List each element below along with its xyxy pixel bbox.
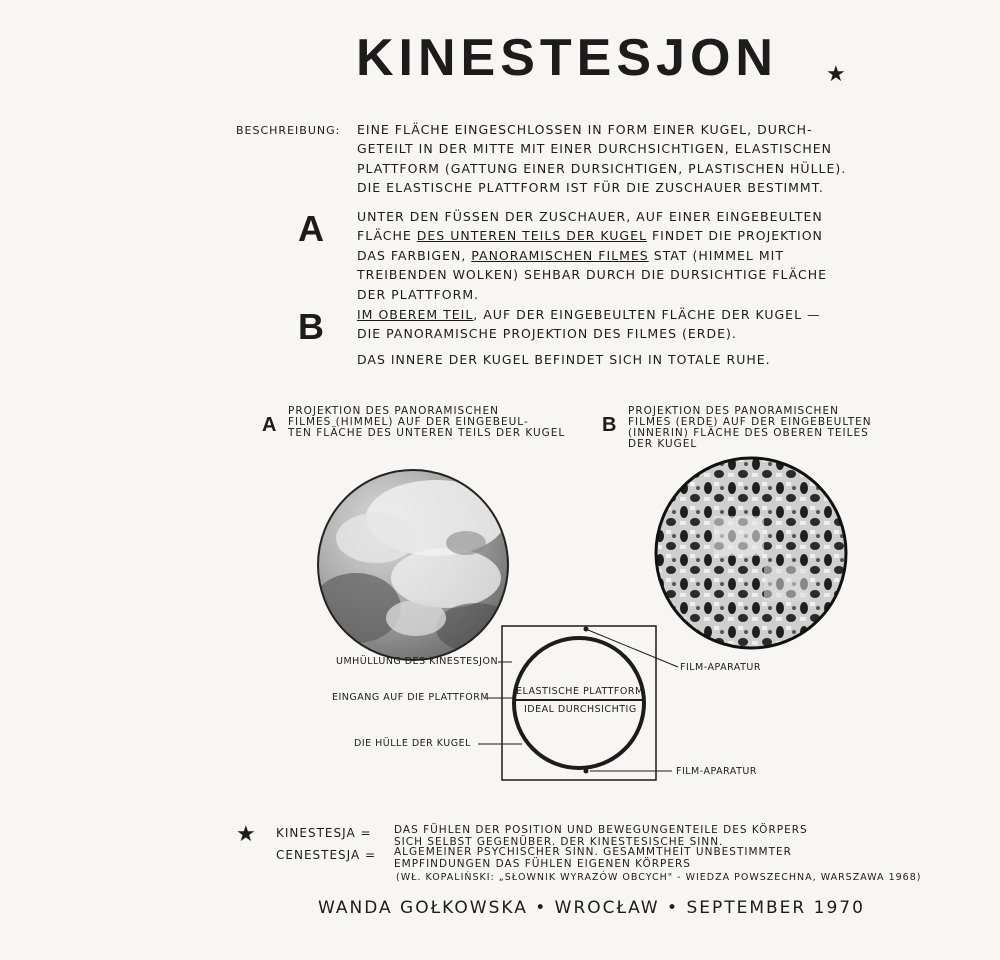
description-line: DIE ELASTISCHE PLATTFORM IST FÜR DIE ZUSCHAUER BESTIMMT. bbox=[357, 180, 824, 196]
section-b-line-part: , AUF DER EINGEBEULTEN FLÄCHE DER KUGEL — bbox=[473, 307, 821, 322]
label-hulle: DIE HÜLLE DER KUGEL bbox=[354, 738, 471, 749]
film-apparatus-top-dot bbox=[584, 627, 589, 632]
footnote-source: (WŁ. KOPALIŃSKI: „SŁOWNIK WYRAZÓW OBCYCH" - WIEDZA POWSZECHNA, WARSZAWA 1968) bbox=[396, 872, 922, 883]
description-line: EINE FLÄCHE EINGESCHLOSSEN IN FORM EINER KUGEL, DURCH- bbox=[357, 122, 813, 137]
sphere-outline bbox=[514, 638, 644, 768]
caption-b bbox=[628, 406, 928, 450]
page-title: KINESTESJON bbox=[356, 29, 778, 87]
footnote-line: SICH SELBST GEGENÜBER. DER KINESTESISCHE SINN. bbox=[394, 836, 724, 848]
section-a-line bbox=[357, 246, 897, 265]
caption-b-line: DER KUGEL bbox=[628, 438, 698, 450]
description-label: BESCHREIBUNG: bbox=[236, 124, 341, 137]
caption-b-line: (INNERIN) FLÄCHE DES OBEREN TEILES bbox=[628, 427, 869, 439]
caption-a-letter: A bbox=[262, 414, 277, 436]
pointer-film-top bbox=[588, 630, 678, 667]
label-platform-top: ELASTISCHE PLATTFORM bbox=[516, 686, 644, 697]
section-a-line: TREIBENDEN WOLKEN) SEHBAR DURCH DIE DURSICHTIGE FLÄCHE bbox=[357, 267, 828, 283]
signature: WANDA GOŁKOWSKA • WROCŁAW • SEPTEMBER 1970 bbox=[318, 898, 865, 918]
footnote-line: EMPFINDUNGEN DAS FÜHLEN EIGENEN KÖRPERS bbox=[394, 858, 691, 870]
star-icon: ★ bbox=[826, 62, 846, 87]
footnote-line: DAS FÜHLEN DER POSITION UND BEWEGUNGENTEILE DES KÖRPERS bbox=[394, 824, 808, 836]
section-a-line bbox=[357, 226, 897, 245]
underlined-phrase: IM OBEREM TEIL bbox=[357, 307, 474, 322]
section-a-line: DER PLATTFORM. bbox=[357, 286, 480, 302]
caption-b-line: PROJEKTION DES PANORAMISCHEN bbox=[628, 405, 839, 417]
caption-a-line: FILMES (HIMMEL) AUF DER EINGEBEUL- bbox=[288, 416, 529, 428]
caption-a-line: TEN FLÄCHE DES UNTEREN TEILS DER KUGEL bbox=[288, 427, 566, 439]
enclosure-box bbox=[502, 626, 656, 780]
section-a-line-part: FINDET DIE PROJEKTION bbox=[647, 228, 823, 244]
section-b-text bbox=[357, 305, 897, 369]
section-a-text bbox=[357, 207, 897, 304]
footnote-cen-term: CENESTESJA = bbox=[276, 848, 377, 862]
section-b-line: DAS INNERE DER KUGEL BEFINDET SICH IN TOTALE RUHE. bbox=[357, 351, 771, 367]
section-a-letter: A bbox=[298, 208, 324, 249]
label-film-top: FILM-APARATUR bbox=[680, 662, 761, 673]
underlined-phrase: PANORAMISCHEN FILMES bbox=[471, 247, 649, 263]
underlined-phrase: DES UNTEREN TEILS DER KUGEL bbox=[416, 228, 647, 244]
caption-a-line: PROJEKTION DES PANORAMISCHEN bbox=[288, 405, 499, 417]
section-a-line-part: FLÄCHE bbox=[357, 228, 417, 244]
caption-b-line: FILMES (ERDE) AUF DER EINGEBEULTEN bbox=[628, 416, 872, 428]
footnote-kin-def bbox=[394, 824, 808, 848]
label-platform-bottom: IDEAL DURCHSICHTIG bbox=[524, 704, 637, 715]
label-umhullung: UMHÜLLUNG DES KINESTESJON bbox=[336, 656, 499, 667]
section-a-line: UNTER DEN FÜSSEN DER ZUSCHAUER, AUF EINER EINGEBEULTEN bbox=[357, 209, 823, 224]
label-eingang: EINGANG AUF DIE PLATTFORM bbox=[332, 692, 490, 703]
caption-a bbox=[288, 406, 588, 439]
section-b-line bbox=[357, 305, 897, 324]
description-line: PLATTFORM (GATTUNG EINER DURSICHTIGEN, PLASTISCHEN HÜLLE). bbox=[357, 160, 847, 176]
film-apparatus-bottom-dot bbox=[584, 769, 589, 774]
caption-b-letter: B bbox=[602, 414, 617, 436]
description-text bbox=[357, 120, 917, 198]
label-film-bottom: FILM-APARATUR bbox=[676, 766, 757, 777]
section-b-letter: B bbox=[298, 306, 324, 347]
footnote-star-icon: ★ bbox=[236, 822, 256, 847]
footnote-line: ALGEMEINER PSYCHISCHER SINN. GESAMMTHEIT UNBESTIMMTER bbox=[394, 846, 792, 858]
section-a-line-part: DAS FARBIGEN, bbox=[357, 247, 472, 263]
footnote-kin-term: KINESTESJA = bbox=[276, 826, 372, 840]
footnote-cen-def bbox=[394, 846, 792, 870]
description-line: GETEILT IN DER MITTE MIT EINER DURCHSICHTIGEN, ELASTISCHEN bbox=[357, 141, 832, 157]
section-a-line-part: STAT (HIMMEL MIT bbox=[648, 247, 784, 263]
section-b-line: DIE PANORAMISCHE PROJEKTION DES FILMES (ERDE). bbox=[357, 326, 737, 342]
